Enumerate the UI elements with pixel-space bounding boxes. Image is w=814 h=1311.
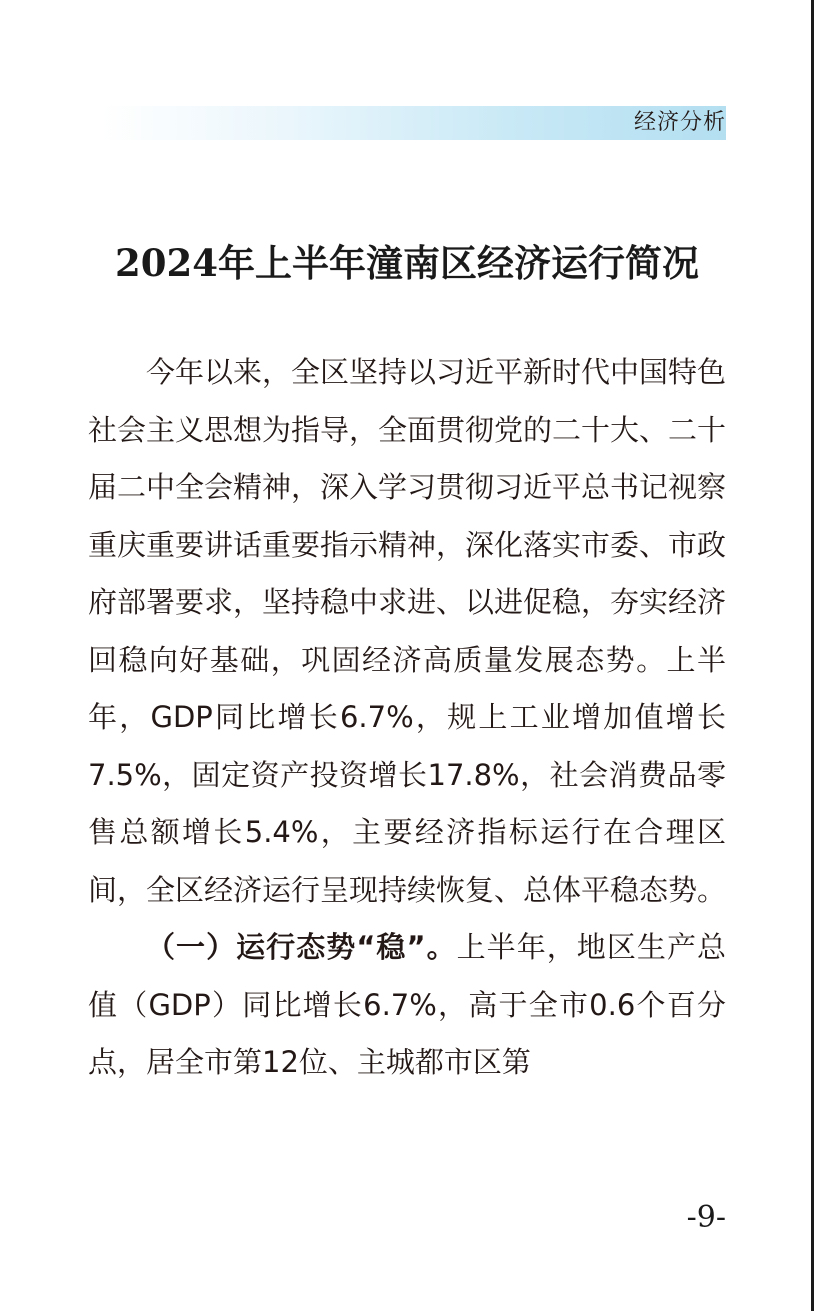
paragraph-section-1 bbox=[88, 919, 726, 1092]
section-heading-inline: （一）运行态势“稳”。 bbox=[146, 930, 457, 964]
article-body bbox=[88, 344, 726, 1092]
page-number: -9- bbox=[686, 1200, 726, 1235]
section-1-text: 上半年，地区生产总值（GDP）同比增长6.7%，高于全市0.6个百分点，居全市第12位、主城都市区第 bbox=[88, 930, 726, 1079]
section-label: 经济分析 bbox=[633, 110, 726, 135]
header-gradient-band bbox=[102, 106, 726, 140]
article-title: 2024年上半年潼南区经济运行简况 bbox=[115, 241, 699, 285]
paragraph-intro: 今年以来，全区坚持以习近平新时代中国特色社会主义思想为指导，全面贯彻党的二十大、二十届二中全会精神，深入学习贯彻习近平总书记视察重庆重要讲话重要指示精神，深化落实市委、市政府部署要求，坚持稳中求进、以进促稳，夯实经济回稳向好基础，巩固经济高质量发展态势。上半年，GDP同比增长6.7%，规上工业增加值增长7.5%，固定资产投资增长17.8%，社会消费品零售总额增长5.4%，主要经济指标运行在合理区间，全区经济运行呈现持续恢复、总体平稳态势。 bbox=[88, 355, 727, 907]
